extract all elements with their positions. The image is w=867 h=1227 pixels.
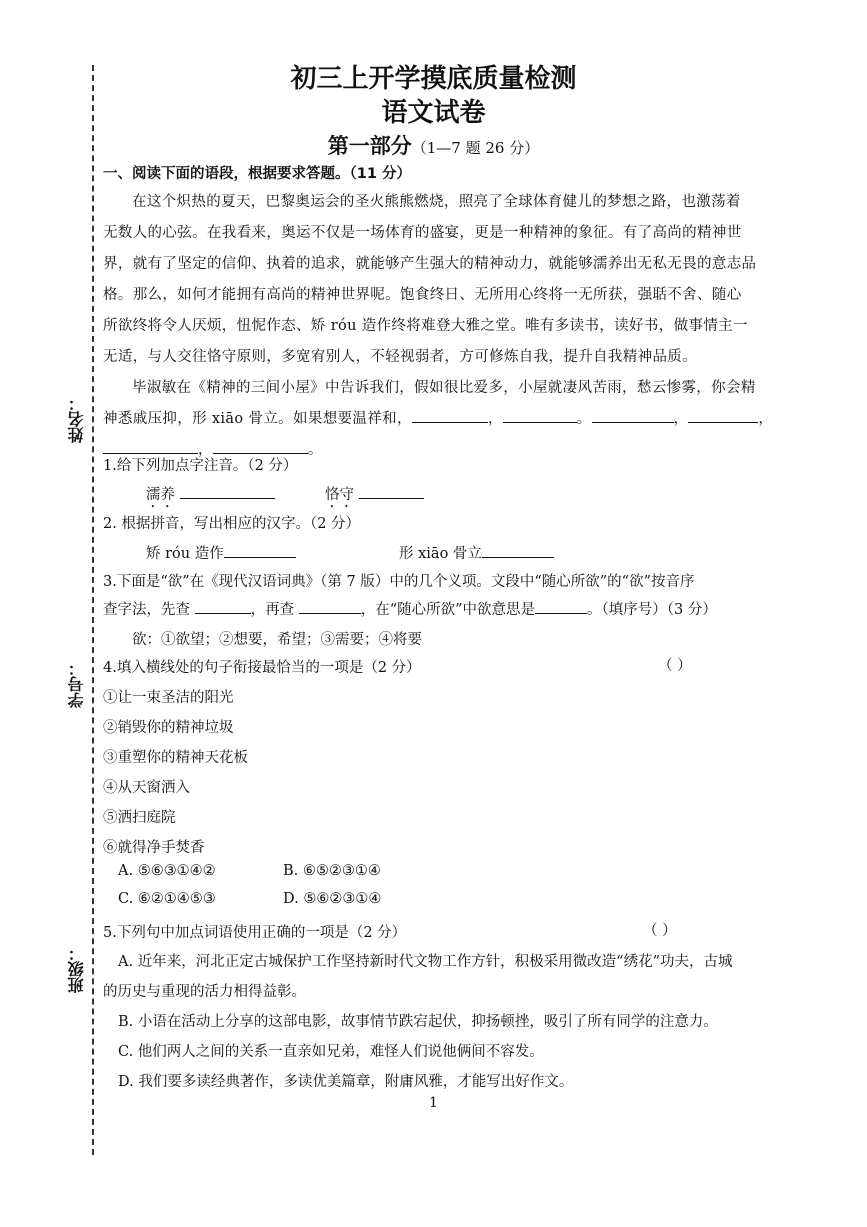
answer-blank[interactable] xyxy=(180,484,275,499)
separator: ， xyxy=(198,442,213,458)
part-heading xyxy=(0,130,867,160)
answer-blank[interactable] xyxy=(224,543,296,558)
passage-line: 无适，与人交往恪守原则，多宽宥别人，不轻视弱者，方可修炼自我，提升自我精神品质。 xyxy=(103,349,697,365)
answer-blank[interactable] xyxy=(103,439,198,454)
separator: 。 xyxy=(307,442,323,458)
q4-item: ⑤洒扫庭院 xyxy=(103,810,176,826)
passage-line: 所欲终将令人厌烦，忸怩作态、矫 róu 造作终将难登大雅之堂。唯有多读书，读好书，做事情主一 xyxy=(103,318,748,334)
separator: 。 xyxy=(576,411,592,427)
q2-stem: 2. 根据拼音，写出相应的汉字。（2 分） xyxy=(103,516,361,532)
binding-dashed-line xyxy=(92,65,94,1155)
answer-blank[interactable] xyxy=(482,543,554,558)
passage-line: 在这个炽热的夏天，巴黎奥运会的圣火熊熊燃烧，照亮了全球体育健儿的梦想之路，也激荡着 xyxy=(132,194,741,210)
q2-word2 xyxy=(399,542,554,563)
q3-text: ，再查 xyxy=(250,602,295,618)
q4-answer-paren[interactable]: （ ） xyxy=(658,658,692,674)
q3-text: 。（填序号）（3 分） xyxy=(587,602,717,618)
q2-word1-text: 矫 róu 造作 xyxy=(146,546,224,562)
q4-item: ②销毁你的精神垃圾 xyxy=(103,720,234,736)
section1-heading: 一、阅读下面的语段，根据要求答题。（11 分） xyxy=(103,166,411,182)
q1-word1 xyxy=(146,483,275,511)
exam-title: 初三上开学摸底质量检测 xyxy=(290,64,577,94)
answer-blank[interactable] xyxy=(592,408,674,423)
q3-text: ，在“随心所欲”中欲意思是 xyxy=(360,602,536,618)
q4-choice-c[interactable]: C. ⑥②①④⑤③ xyxy=(118,891,216,907)
q4-item: ③重塑你的精神天花板 xyxy=(103,750,248,766)
passage-line: 无数人的心弦。在我看来，奥运不仅是一场体育的盛宴，更是一种精神的象征。有了高尚的精神世 xyxy=(103,225,742,241)
answer-blank[interactable] xyxy=(412,408,488,423)
separator: ， xyxy=(487,411,503,427)
passage-line-with-blanks xyxy=(103,407,773,428)
q5-option-d[interactable]: D. 我们要多读经典著作，多读优美篇章，附庸风雅，才能写出好作文。 xyxy=(118,1074,574,1090)
q5-answer-paren[interactable]: （ ） xyxy=(643,923,677,939)
q3-options: 欲：①欲望；②想要，希望；③需要；④将要 xyxy=(132,632,422,648)
q3-text: 查字法，先查 xyxy=(103,602,190,618)
q4-choice-d[interactable]: D. ⑤⑥②③①④ xyxy=(283,891,382,907)
q2-word2-text: 形 xiāo 骨立 xyxy=(399,546,482,562)
q1-word1-text: 濡养 xyxy=(146,487,175,503)
q5-option-b[interactable]: B. 小语在活动上分享的这部电影，故事情节跌宕起伏，抑扬顿挫，吸引了所有同学的注意力。 xyxy=(118,1014,718,1030)
q4-item: ①让一束圣洁的阳光 xyxy=(103,690,234,706)
q2-word1 xyxy=(146,542,296,563)
class-label: 班级： xyxy=(67,945,86,993)
q1-stem: 1.给下列加点字注音。（2 分） xyxy=(103,458,298,474)
passage-text: 神悉戚压抑，形 xiāo 骨立。如果想要温祥和， xyxy=(103,411,412,427)
answer-blank[interactable] xyxy=(213,439,308,454)
q4-choice-a[interactable]: A. ⑤⑥③①④② xyxy=(118,863,216,879)
passage-line: 格。那么，如何才能拥有高尚的精神世界呢。饱食终日、无所用心终将一无所获，强聒不舍、随心 xyxy=(103,287,742,303)
q4-item: ⑥就得净手焚香 xyxy=(103,840,205,856)
part-title: 第一部分 xyxy=(327,134,412,158)
q4-stem: 4.填入横线处的句子衔接最恰当的一项是（2 分） xyxy=(103,660,421,676)
q5-option-c[interactable]: C. 他们两人之间的关系一直亲如兄弟，难怪人们说他俩间不容发。 xyxy=(118,1044,544,1060)
separator: ， xyxy=(673,411,689,427)
answer-blank[interactable] xyxy=(359,484,424,499)
q3-stem-line2 xyxy=(103,598,717,619)
q5-stem: 5.下列句中加点词语使用正确的一项是（2 分） xyxy=(103,925,407,941)
q1-word2-text: 恪守 xyxy=(325,487,354,503)
q1-word2 xyxy=(325,483,424,511)
q4-item: ④从天窗洒入 xyxy=(103,780,190,796)
answer-blank[interactable] xyxy=(299,599,361,614)
student-id-label: 学号： xyxy=(67,660,86,708)
exam-subtitle: 语文试卷 xyxy=(381,98,486,128)
part-note: （1—7 题 26 分） xyxy=(411,139,540,157)
page-number: 1 xyxy=(429,1095,438,1111)
name-label: 姓名： xyxy=(67,395,86,443)
q3-stem: 3.下面是“欲”在《现代汉语词典》（第 7 版）中的几个义项。文段中“随心所欲”的“欲”按音序 xyxy=(103,574,695,590)
q5-option-a-cont: 的历史与重现的活力相得益彰。 xyxy=(103,984,306,1000)
q4-choice-b[interactable]: B. ⑥⑤②③①④ xyxy=(283,863,381,879)
answer-blank[interactable] xyxy=(688,408,758,423)
q5-option-a[interactable]: A. 近年来，河北正定古城保护工作坚持新时代文物工作方针，积极采用微改造“绣花”功夫，古城 xyxy=(118,954,733,970)
passage-line: 界，就有了坚定的信仰、执着的追求，就能够产生强大的精神动力，就能够濡养出无私无畏的意志品 xyxy=(103,256,757,272)
answer-blank[interactable] xyxy=(195,599,251,614)
answer-blank[interactable] xyxy=(503,408,577,423)
answer-blank[interactable] xyxy=(535,599,587,614)
separator: ， xyxy=(758,411,774,427)
passage-line: 毕淑敏在《精神的三间小屋》中告诉我们，假如很比爱多，小屋就凄风苦雨，愁云惨雾，你会精 xyxy=(132,380,756,396)
